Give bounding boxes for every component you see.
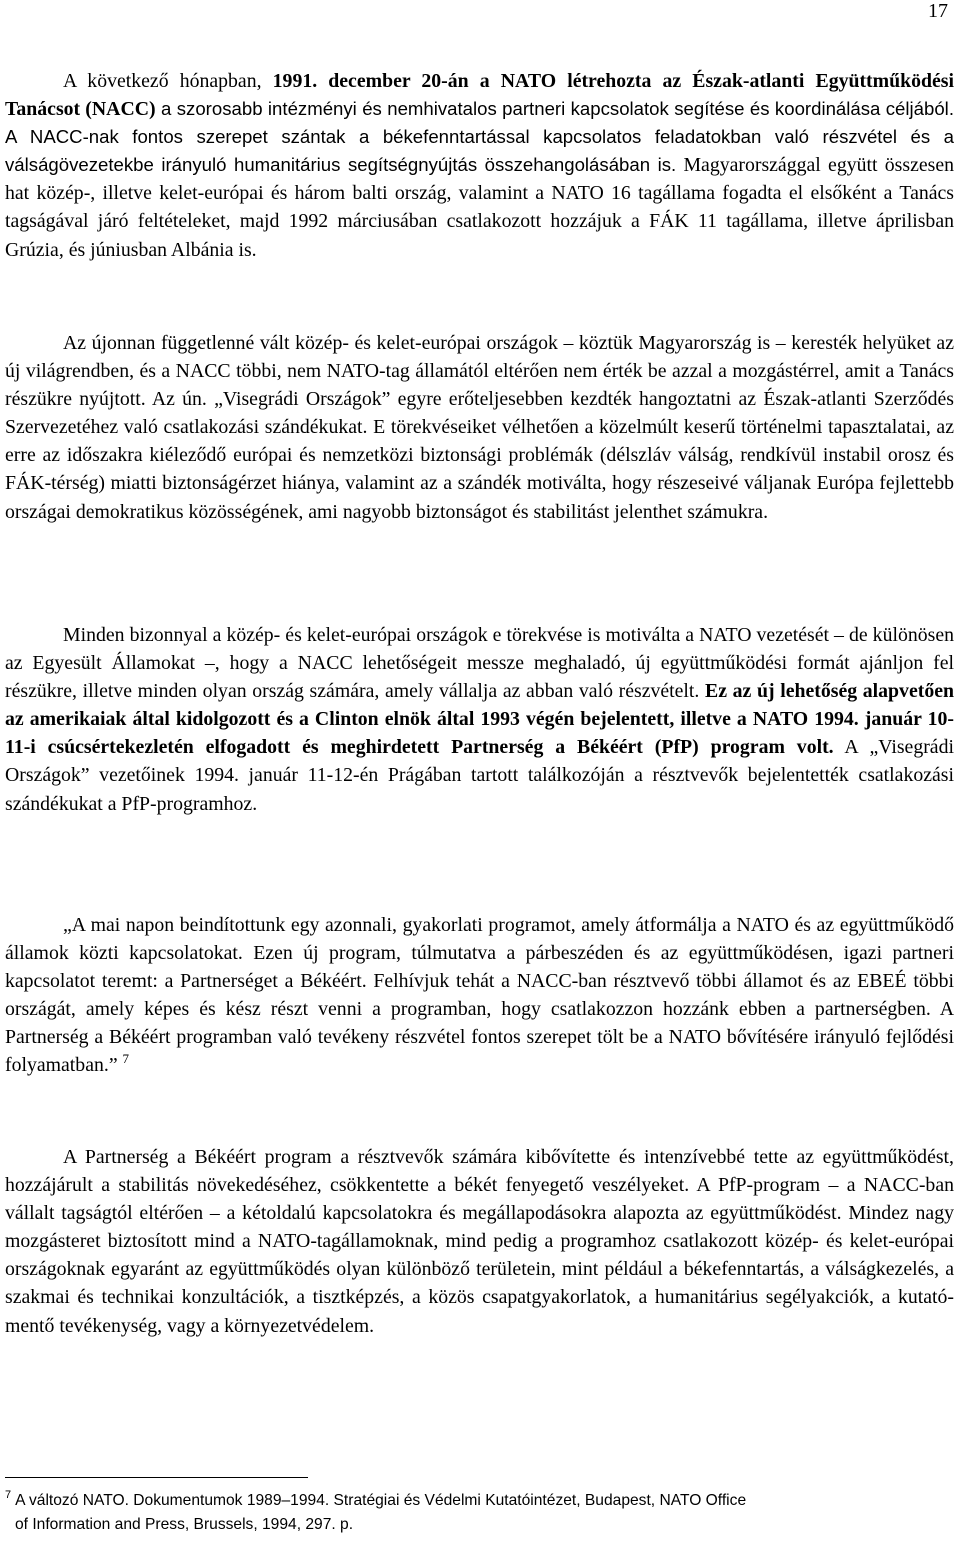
paragraph-text: a szorosabb intézményi és nemhivatalos partneri kapcsolatok segítése és koordinálása céljából. A NACC-nak fontos szerepet szántak a békefenntartással kapcsolatos feladatokban való részvétel és a válságövezetekbe irányuló humanitárius segítségnyújtás összehangolásában is. bbox=[5, 98, 954, 176]
paragraph-text: Az újonnan függetlenné vált közép- és kelet-európai országok – köztük Magyarország is – keresték helyüket az új világrendben, és a NACC többi, nem NATO-tag államától eltérően nem érték be azzal a mozgástérrel, amit a Tanács részükre nyújtott. Az ún. „Visegrádi Országok” egyre erőteljesebben kezdték hangoztatni az Észak-atlanti Szerződés Szervezetéhez való csatlakozási szándékukat. E törekvéseiket vélhetően a közelmúlt keserű történelmi tapasztalatai, az erre az időszakra kiéleződő európai és nemzetközi biztonsági problémák (délszláv válság, rendkívül instabil orosz és FÁK-térség) miatti biztonságérzet hiánya, valamint az a szándék motiválta, hogy részeseivé váljanak Európa fejlettebb országai demokratikus közösségének, ami nagyobb biztonságot és stabilitást jelenthet számukra. bbox=[5, 332, 954, 523]
paragraph-text: A „Visegrádi Országok” vezetőinek 1994. január 11-12-én Prágában tartott találkozóján a résztvevők bejelentették csatlakozási szándékukat a PfP-programhoz. bbox=[5, 736, 954, 815]
footnote-number: 7 bbox=[5, 1489, 12, 1501]
paragraph-nacc-founding bbox=[5, 67, 954, 264]
bold-text: 1991. december 20-án a NATO létrehozta az Észak-atlanti Együttműködési Tanácsot (NACC) bbox=[5, 70, 954, 121]
footnote-text: A változó NATO. Dokumentumok 1989–1994. Stratégiai és Védelmi Kutatóintézet, Budapest, NATO Office bbox=[15, 1492, 747, 1509]
footnote-reference[interactable]: 7 bbox=[122, 1051, 130, 1067]
paragraph-pfp-results bbox=[5, 1143, 954, 1340]
paragraph-text: A Partnerség a Békéért program a résztvevők számára kibővítette és intenzívebbé tette az együttműködést, hozzájárult a stabilitás növekedéséhez, csökkentette a békét fenyegető veszélyeket. A PfP-program – a NACC-ban vállalt tagságtól eltérően – a kétoldalú kapcsolatokra és megállapodásokra alapozta az együttműködést. Mindez nagy mozgásteret biztosított mind a NATO-tagállamoknak, mind pedig a programhoz csatlakozott közép- és kelet-európai országoknak egyaránt az együttműködés olyan különböző területein, mint például a békefenntartás, a válságkezelés, a szakmai és technikai konzultációk, a tisztképzés, a közös csapatgyakorlatok, a humanitárius segélyakciók, a kutató-mentő tevékenység, vagy a környezetvédelem. bbox=[5, 1146, 954, 1337]
paragraph-visegrad bbox=[5, 329, 954, 526]
footnote-text: of Information and Press, Brussels, 1994, 297. p. bbox=[15, 1516, 354, 1533]
paragraph-text: A következő hónapban, bbox=[63, 70, 273, 92]
paragraph-text: Magyarországgal együtt összesen hat közép-, illetve kelet-európai és három balti ország, valamint a NATO 16 tagállama fogadta el elsőként a Tanács tagságával járó feltételeket, majd 1992 márciusában csatlakozott hozzájuk a FÁK 11 tagállama, illetve áprilisban Grúzia, és júniusban Albánia is. bbox=[5, 154, 955, 261]
paragraph-quote bbox=[5, 911, 954, 1080]
paragraph-pfp bbox=[5, 621, 954, 818]
quote-text: „A mai napon beindítottunk egy azonnali, gyakorlati programot, amely átformálja a NATO és az együttműködő államok közti kapcsolatokat. Ezen új program, túlmutatva a párbeszéden és az együttműködésen, igazi partneri kapcsolatot teremt: a Partnerséget a Békéért. Felhívjuk tehát a NACC-ban résztvevő többi államot és az EBEÉ többi országát, amely képes és kész részt venni a programban, hogy csatlakozzon hozzánk ebben a partnerségben. A Partnerség a Békéért programban való tevékeny részvétel fontos szerepet tölt be a NATO bővítésére irányuló fejlődési folyamatban.” bbox=[5, 914, 954, 1077]
footnote bbox=[5, 1489, 960, 1537]
paragraph-text: Minden bizonnyal a közép- és kelet-európai országok e törekvése is motiválta a NATO vezetését – de különösen az Egyesült Államokat –, hogy a NACC lehetőségeit messze meghaladó, új együttműködési formát ajánljon fel részükre, illetve minden olyan ország számára, amely vállalja az abban való részvételt. bbox=[5, 624, 954, 703]
bold-text: Ez az új lehetőség alapvetően az amerikaiak által kidolgozott és a Clinton elnök által 1993 végén bejelentett, illetve a NATO 1994. január 10-11-i csúcsértekezletén elfogadott és meghirdetett Partnerség a Békéért (PfP) program volt. bbox=[5, 680, 954, 759]
footnote-divider bbox=[5, 1477, 308, 1478]
page-number: 17 bbox=[928, 0, 948, 22]
